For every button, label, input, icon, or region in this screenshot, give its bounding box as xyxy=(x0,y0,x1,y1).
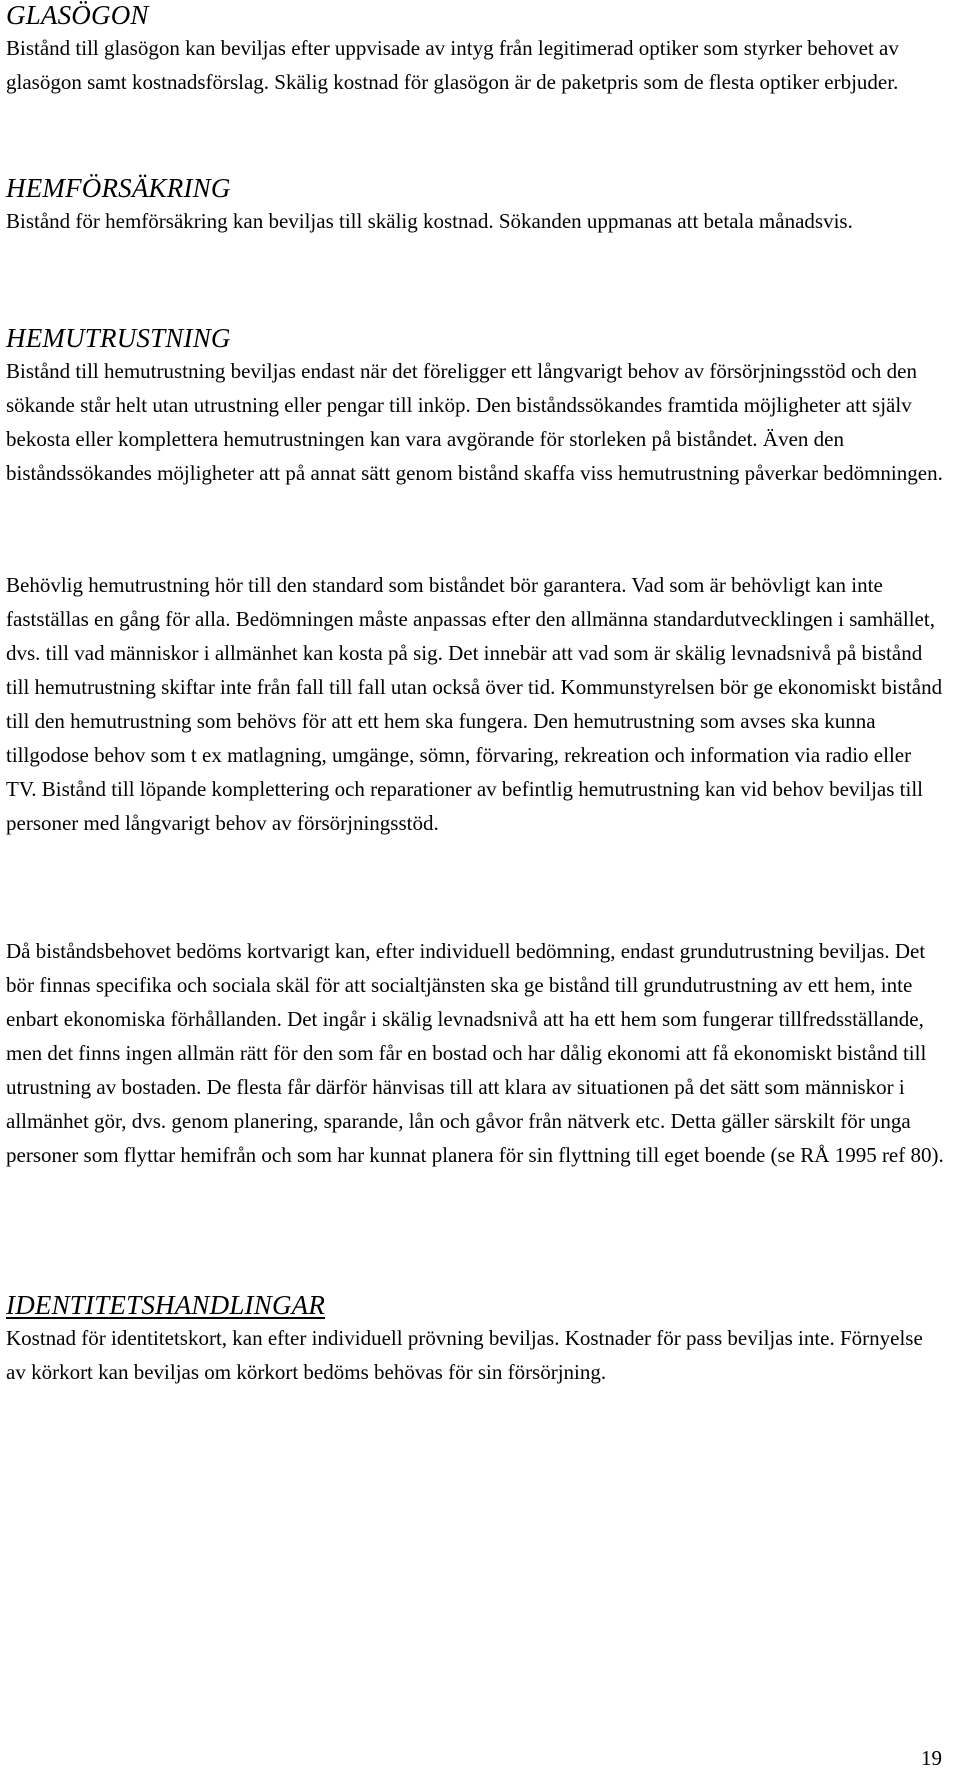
section-hemutrustning-p3 xyxy=(6,934,946,1172)
section-hemforsakring xyxy=(6,173,946,238)
section-hemutrustning xyxy=(6,323,946,490)
section-identitetshandlingar xyxy=(6,1290,946,1389)
section-paragraph: Bistånd till glasögon kan beviljas efter uppvisade av intyg från legitimerad optiker som styrker behovet av glasögon samt kostnadsförslag. Skälig kostnad för glasögon är de paketpris som de flesta optiker erbjuder. xyxy=(6,36,899,94)
section-paragraph: Kostnad för identitetskort, kan efter individuell prövning beviljas. Kostnader för pass beviljas inte. Förnyelse av körkort kan beviljas om körkort bedöms behövas för sin försörjning. xyxy=(6,1326,923,1384)
section-heading: GLASÖGON xyxy=(6,0,149,30)
section-paragraph: Bistånd till hemutrustning beviljas endast när det föreligger ett långvarigt behov av försörjningsstöd och den sökande står helt utan utrustning eller pengar till inköp. Den biståndssökandes framtida möjligheter att själv bekosta eller komplettera hemutrustningen kan vara avgörande för storleken på biståndet. Även den biståndssökandes möjligheter att på annat sätt genom bistånd skaffa viss hemutrustning påverkar bedömningen. xyxy=(6,359,943,485)
section-paragraph: Bistånd för hemförsäkring kan beviljas till skälig kostnad. Sökanden uppmanas att betala månadsvis. xyxy=(6,209,853,233)
section-glasogon xyxy=(6,0,946,99)
section-paragraph: Behövlig hemutrustning hör till den standard som biståndet bör garantera. Vad som är behövligt kan inte fastställas en gång för alla. Bedömningen måste anpassas efter den allmänna standardutvecklingen i samhället, dvs. till vad människor i allmänhet kan kosta på sig. Det innebär att vad som är skälig levnadsnivå på bistånd till hemutrustning skiftar inte från fall till fall utan också över tid. Kommunstyrelsen bör ge ekonomiskt bistånd till den hemutrustning som behövs för att ett hem ska fungera. Den hemutrustning som avses ska kunna tillgodose behov som t ex matlagning, umgänge, sömn, förvaring, rekreation och information via radio eller TV. Bistånd till löpande komplettering och reparationer av befintlig hemutrustning kan vid behov beviljas till personer med långvarigt behov av försörjningsstöd. xyxy=(6,573,943,835)
section-heading: HEMUTRUSTNING xyxy=(6,323,231,353)
page-number: 19 xyxy=(921,1746,942,1770)
section-hemutrustning-p2 xyxy=(6,568,946,840)
section-heading: HEMFÖRSÄKRING xyxy=(6,173,231,203)
section-heading: IDENTITETSHANDLINGAR xyxy=(6,1290,326,1320)
section-paragraph: Då biståndsbehovet bedöms kortvarigt kan, efter individuell bedömning, endast grundutrustning beviljas. Det bör finnas specifika och sociala skäl för att socialtjänsten ska ge bistånd till grundutrustning av ett hem, inte enbart ekonomiska förhållanden. Det ingår i skälig levnadsnivå att ha ett hem som fungerar tillfredsställande, men det finns ingen allmän rätt för den som får en bostad och har dålig ekonomi att få ekonomiskt bistånd till utrustning av bostaden. De flesta får därför hänvisas till att klara av situationen på det sätt som människor i allmänhet gör, dvs. genom planering, sparande, lån och gåvor från nätverk etc. Detta gäller särskilt för unga personer som flyttar hemifrån och som har kunnat planera för sin flyttning till eget boende (se RÅ 1995 ref 80). xyxy=(6,939,944,1167)
